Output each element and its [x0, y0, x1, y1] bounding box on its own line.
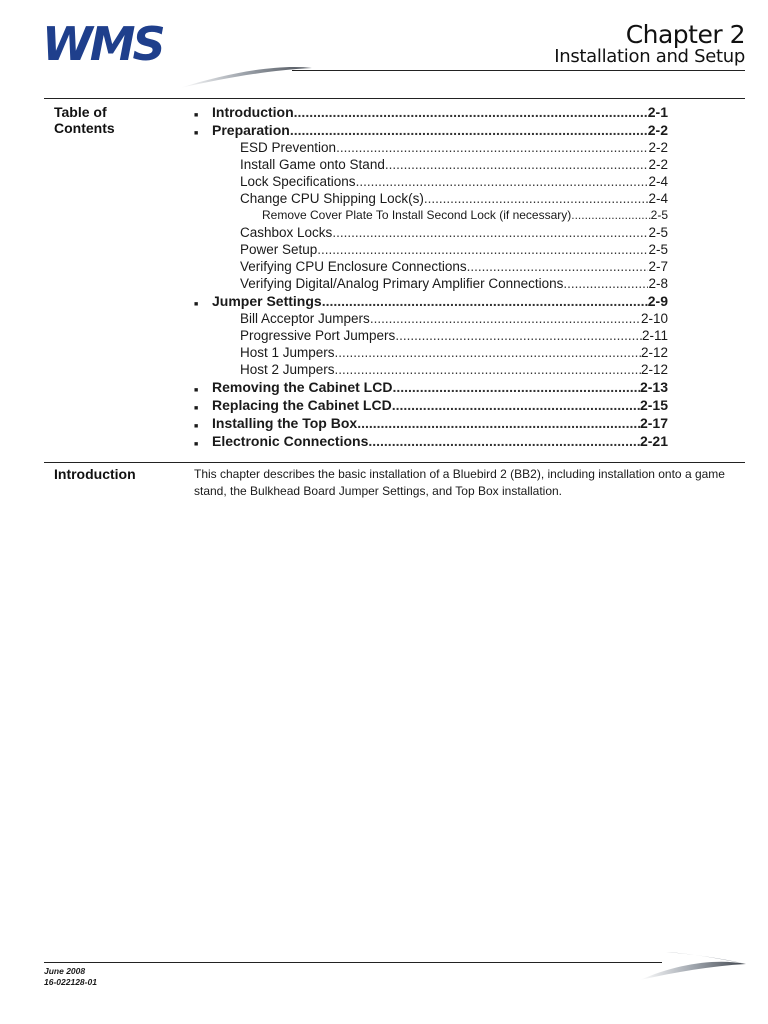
toc-entry-page: 2-12 — [640, 362, 668, 377]
toc-entry-title: Install Game onto Stand — [240, 157, 385, 172]
toc-entry[interactable] — [194, 207, 668, 224]
toc-leader-dots — [368, 432, 640, 450]
toc-entry-title: Verifying Digital/Analog Primary Amplifier Connections — [240, 276, 564, 291]
toc-entry-title: Bill Acceptor Jumpers — [240, 311, 370, 326]
toc-leader-dots — [392, 378, 640, 396]
bullet-icon: ■ — [194, 387, 199, 394]
toc-entry-page: 2-1 — [647, 104, 668, 120]
toc-entry-title: Host 1 Jumpers — [240, 345, 335, 360]
introduction-label: Introduction — [54, 466, 136, 482]
toc-entry-title: Jumper Settings — [212, 293, 322, 309]
toc-entry-page: 2-5 — [648, 225, 668, 240]
toc-entry-title: Installing the Top Box — [212, 415, 358, 431]
toc-entry[interactable] — [194, 173, 668, 190]
toc-entry-page: 2-2 — [648, 140, 668, 155]
toc-entry-title: Remove Cover Plate To Install Second Lock (if necessary) — [262, 208, 572, 222]
toc-leader-dots — [357, 414, 640, 432]
toc-entry-title: Cashbox Locks — [240, 225, 333, 240]
toc-entry[interactable] — [194, 292, 668, 310]
toc-entry-page: 2-5 — [650, 208, 668, 222]
toc-entry[interactable] — [194, 190, 668, 207]
bullet-icon: ■ — [194, 405, 199, 412]
toc-entry-page: 2-10 — [640, 311, 668, 326]
toc-entry[interactable] — [194, 121, 668, 139]
toc-leader-dots — [467, 258, 649, 275]
toc-entry-page: 2-12 — [640, 345, 668, 360]
toc-entry-page: 2-21 — [639, 433, 668, 449]
toc-leader-dots — [392, 396, 640, 414]
toc-entry-page: 2-7 — [648, 259, 668, 274]
toc-entry-page: 2-8 — [648, 276, 668, 291]
toc-entry-page: 2-4 — [648, 174, 668, 189]
toc-leader-dots — [290, 121, 648, 139]
toc-entry[interactable] — [194, 432, 668, 450]
toc-entry-page: 2-17 — [639, 415, 668, 431]
footer-date: June 2008 — [44, 966, 86, 976]
toc-entry-page: 2-13 — [639, 379, 668, 395]
toc-leader-dots — [385, 156, 649, 173]
introduction-divider — [44, 462, 745, 463]
toc-entry[interactable] — [194, 378, 668, 396]
toc-entry-page: 2-2 — [647, 122, 668, 138]
toc-entry[interactable] — [194, 275, 668, 292]
toc-entry[interactable] — [194, 139, 668, 156]
wms-logo — [40, 20, 320, 92]
toc-entry[interactable] — [194, 241, 668, 258]
toc-entry-title: Electronic Connections — [212, 433, 369, 449]
logo-text: WMS — [42, 20, 163, 71]
toc-leader-dots — [356, 173, 649, 190]
toc-entry-page: 2-5 — [648, 242, 668, 257]
toc-entry-title: Replacing the Cabinet LCD — [212, 397, 392, 413]
bullet-icon: ■ — [194, 112, 199, 119]
toc-leader-dots — [322, 292, 648, 310]
toc-entry[interactable] — [194, 310, 668, 327]
bullet-icon: ■ — [194, 130, 199, 137]
toc-leader-dots — [370, 310, 641, 327]
toc-entry[interactable] — [194, 327, 668, 344]
toc-entry[interactable] — [194, 414, 668, 432]
toc-entry[interactable] — [194, 156, 668, 173]
footer-divider — [44, 962, 662, 963]
table-of-contents — [194, 103, 668, 450]
toc-entry[interactable] — [194, 224, 668, 241]
chapter-subtitle: Installation and Setup — [554, 46, 745, 67]
toc-entry[interactable] — [194, 396, 668, 414]
toc-leader-dots — [335, 344, 641, 361]
toc-entry-title: Power Setup — [240, 242, 318, 257]
toc-label: Table of Contents — [54, 104, 115, 136]
toc-entry-page: 2-4 — [648, 191, 668, 206]
footer-swoosh-icon — [636, 944, 748, 984]
toc-entry[interactable] — [194, 344, 668, 361]
toc-entry-page: 2-2 — [648, 157, 668, 172]
toc-entry-title: Removing the Cabinet LCD — [212, 379, 393, 395]
introduction-text: This chapter describes the basic installation of a Bluebird 2 (BB2), including installation onto a game stand, the Bulkhead Board Jumper Settings, and Top Box installation. — [194, 467, 725, 498]
toc-leader-dots — [336, 139, 648, 156]
bullet-icon: ■ — [194, 441, 199, 448]
toc-leader-dots — [395, 327, 642, 344]
toc-entry[interactable] — [194, 103, 668, 121]
toc-entry-page: 2-11 — [641, 328, 668, 343]
toc-leader-dots — [294, 103, 648, 121]
toc-entry-title: Progressive Port Jumpers — [240, 328, 396, 343]
toc-divider — [44, 98, 745, 99]
toc-leader-dots — [317, 241, 648, 258]
toc-entry-title: Change CPU Shipping Lock(s) — [240, 191, 424, 206]
toc-leader-dots — [424, 190, 649, 207]
toc-entry-page: 2-15 — [639, 397, 668, 413]
toc-entry[interactable] — [194, 258, 668, 275]
bullet-icon: ■ — [194, 301, 199, 308]
header-divider — [292, 70, 745, 71]
toc-entry-title: Host 2 Jumpers — [240, 362, 335, 377]
toc-leader-dots — [571, 207, 650, 224]
toc-leader-dots — [335, 361, 641, 378]
bullet-icon: ■ — [194, 423, 199, 430]
toc-entry-title: Verifying CPU Enclosure Connections — [240, 259, 467, 274]
toc-entry-title: Preparation — [212, 122, 290, 138]
chapter-title: Chapter 2 — [625, 20, 745, 49]
toc-entry-page: 2-9 — [647, 293, 668, 309]
toc-leader-dots — [332, 224, 648, 241]
footer-doc-number: 16-022128-01 — [44, 977, 97, 987]
toc-leader-dots — [563, 275, 648, 292]
toc-entry-title: Introduction — [212, 104, 294, 120]
toc-entry-title: Lock Specifications — [240, 174, 356, 189]
toc-entry-title: ESD Prevention — [240, 140, 337, 155]
toc-entry[interactable] — [194, 361, 668, 378]
